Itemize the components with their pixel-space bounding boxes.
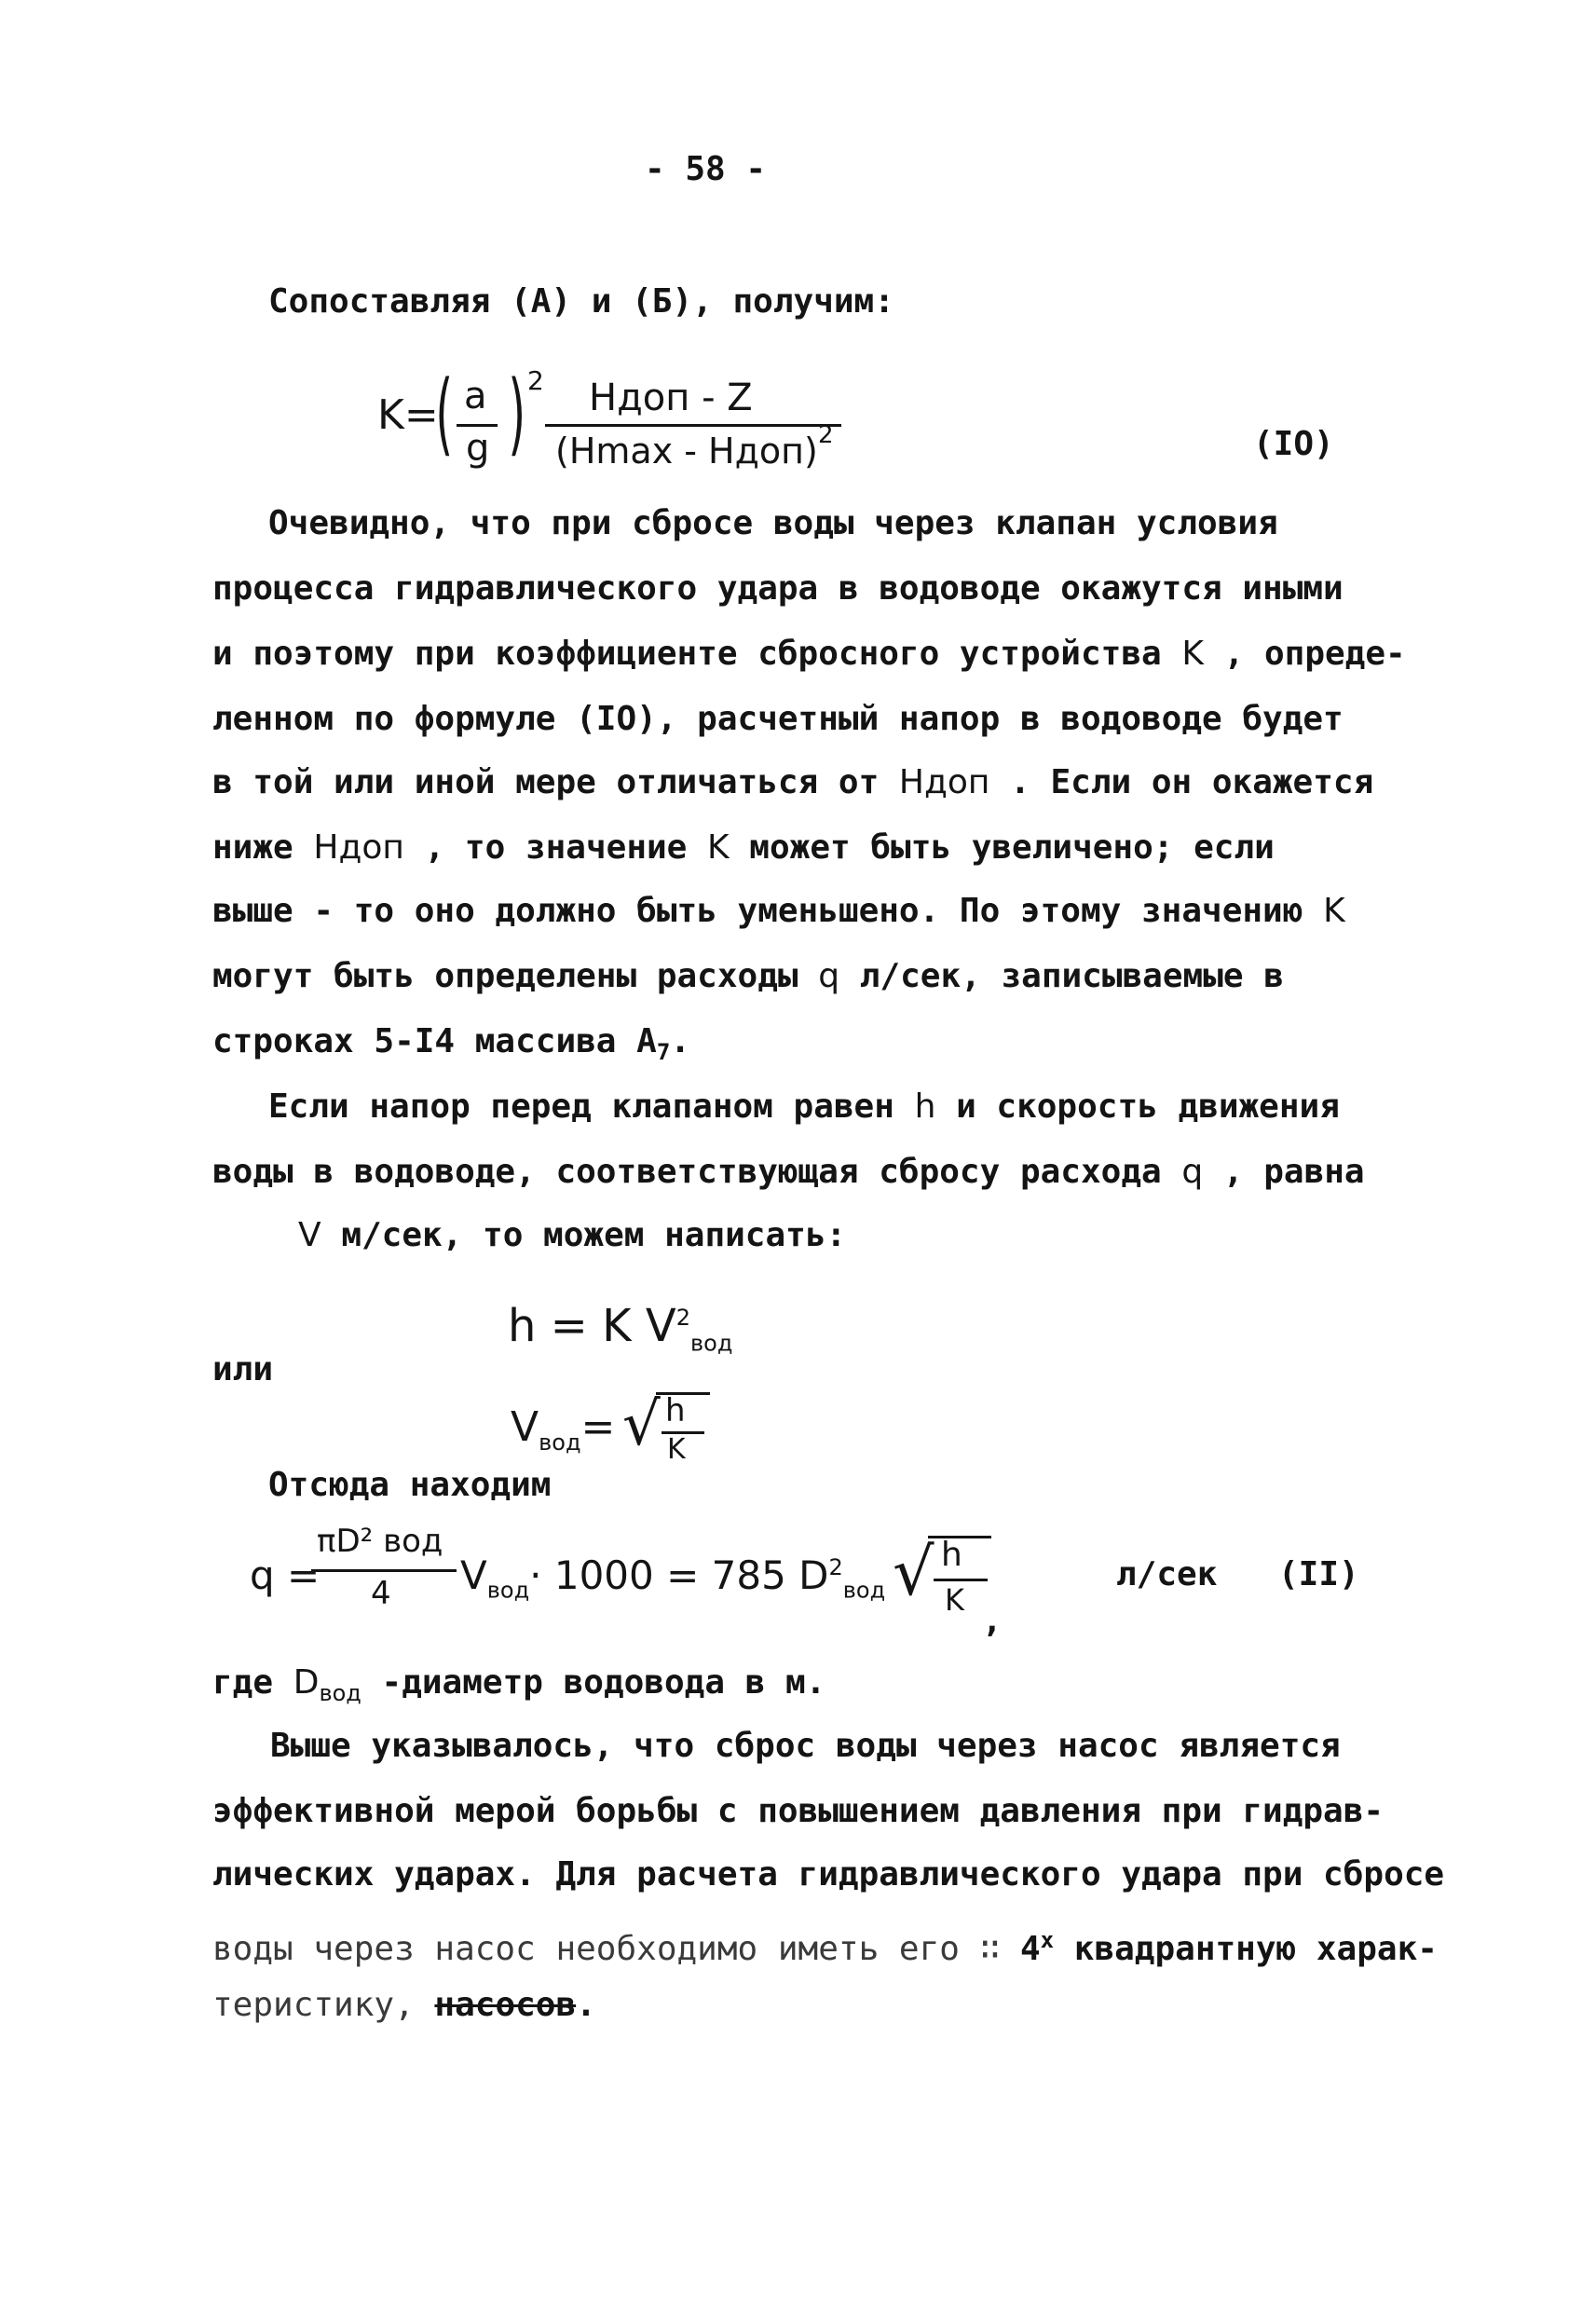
paragraph-2-line-1: Если напор перед клапаном равен h и скорость движения: [268, 1087, 1340, 1126]
paragraph-3-line-2: эффективной мерой борьбы с повышением давления при гидрав-: [212, 1792, 1385, 1830]
formula-10-numerator: Hдоп - Z: [589, 376, 753, 419]
formula-11-num: πD² вод: [317, 1523, 443, 1560]
formula-10-coef-den: g: [466, 427, 490, 470]
paren-right: ): [508, 362, 526, 466]
formula-10-den-exp: 2: [818, 421, 834, 449]
formula-11-den: 4: [371, 1575, 391, 1612]
formula-11-unit: л/сек: [1116, 1555, 1218, 1593]
sqrt-sign: √: [622, 1390, 661, 1459]
paragraph-1-line-6: ниже Hдоп , то значение K может быть увеличено; если: [212, 828, 1275, 867]
page-number: - 58 -: [645, 150, 767, 188]
formula-11-root-bar: [934, 1579, 988, 1581]
formula-11-middle: $V_{вод}\cdot 1000 = 785$ $D^2_{вод}$: [460, 1552, 886, 1604]
paragraph-3-line-1: Выше указывалось, что сброс воды через насос является: [270, 1727, 1341, 1765]
formula-10-coef-exp: 2: [527, 365, 544, 396]
paragraph-2-line-2: воды в водоводе, соответствующая сбросу расхода q , равна: [212, 1153, 1365, 1191]
paragraph-3-line-5: теристику, насосов.: [212, 1986, 596, 2024]
paragraph-1-line-5: в той или иной мере отличаться от Hдоп . Если он окажется: [212, 763, 1374, 801]
sqrt-sign-11: √: [893, 1534, 934, 1610]
paren-left: (: [435, 362, 454, 466]
formula-11-bar: [311, 1569, 457, 1572]
formula-10-bar: [545, 424, 841, 427]
paragraph-1-line-1: Очевидно, что при сбросе воды через клапан условия: [268, 504, 1278, 542]
paragraph-3-line-4: воды через насос необходимо иметь его ∷ $4^х$ квадрантную харак-: [212, 1927, 1438, 1968]
paragraph-1-line-8: могут быть определены расходы q л/сек, записываемые в: [212, 957, 1284, 995]
where-line: где $D_{вод}$ -диаметр водовода в м.: [212, 1663, 826, 1707]
formula-11-comma: ,: [982, 1602, 1003, 1640]
paragraph-1-line-9: строках 5-I4 массива $A_7$.: [212, 1022, 690, 1066]
formula-10-label: (IO): [1253, 425, 1334, 463]
formula-v-den: K: [667, 1433, 686, 1466]
formula-11-root-num: h: [941, 1536, 962, 1574]
formula-h: h = K $V^2_{вод}$: [508, 1300, 733, 1357]
paragraph-2-line-3: V м/сек, то можем написать:: [298, 1216, 847, 1254]
formula-v-num: h: [665, 1392, 686, 1429]
formula-10-coef-num: a: [464, 375, 487, 417]
intro-line: Сопоставляя (А) и (Б), получим:: [268, 282, 894, 321]
formula-11-root-den: K: [945, 1582, 964, 1618]
formula-v-lhs: $V_{вод}=$: [511, 1403, 616, 1456]
formula-11-lhs: q =: [250, 1552, 321, 1598]
from-here: Отсюда находим: [268, 1466, 552, 1504]
paragraph-3-line-3: лических ударах. Для расчета гидравлического удара при сбросе: [212, 1855, 1445, 1894]
formula-10-denominator: (Hmax - Hдоп): [555, 431, 818, 472]
formula-10-lhs: K=: [377, 391, 439, 439]
paragraph-1-line-3: и поэтому при коэффициенте сбросного устройства K , опреде-: [212, 635, 1406, 673]
paragraph-1-line-7: выше - то оно должно быть уменьшено. По этому значению K: [212, 892, 1345, 930]
formula-11-label: (II): [1278, 1555, 1359, 1593]
paragraph-1-line-4: ленном по формуле (IO), расчетный напор в водоводе будет: [212, 700, 1344, 738]
word-or: или: [212, 1350, 274, 1388]
paragraph-1-line-2: процесса гидравлического удара в водоводе окажутся иными: [212, 569, 1344, 608]
